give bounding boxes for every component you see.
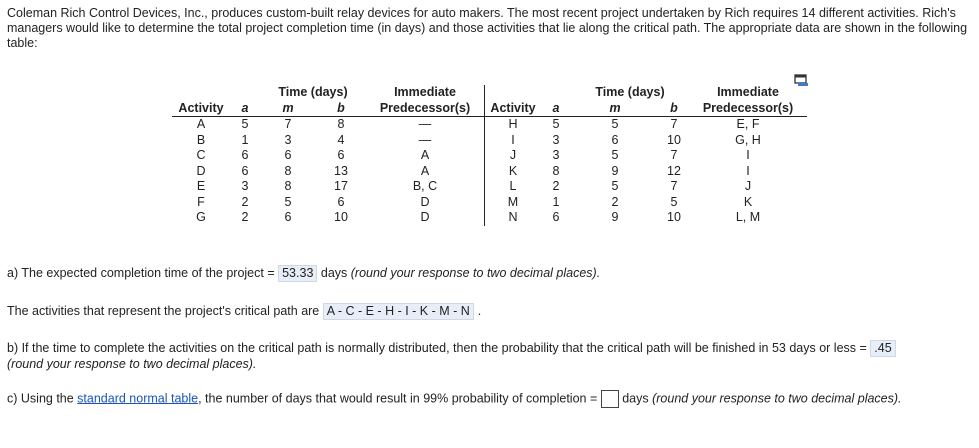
a-header-right: a [541, 101, 571, 117]
a-header-left: a [230, 101, 260, 117]
question-c-middle: , the number of days that would result in 99% probability of completion = [198, 391, 601, 406]
left-m-cell: 6 [284, 148, 292, 162]
left-m-cell: 6 [284, 210, 292, 224]
left-b-cell: 17 [334, 179, 348, 193]
standard-normal-table-link[interactable]: standard normal table [77, 391, 199, 406]
critical-path-text: The activities that represent the project's critical path are [7, 304, 323, 318]
immediate-header-right: Immediate [717, 85, 779, 99]
critical-path-period: . [477, 304, 482, 318]
problem-intro: Coleman Rich Control Devices, Inc., produces custom-built relay devices for auto makers. The most recent project undertaken by Rich requires 14 different activities. Rich's managers would like to determine the total project completion time (in days) and those activities that lie along the critical path. The appropriate data are shown in the following table: [7, 6, 968, 50]
left-a-cell: 2 [241, 194, 249, 209]
question-a [7, 265, 600, 282]
time-header-left: Time (days) [278, 85, 348, 99]
left-b-cell: 6 [337, 194, 345, 209]
question-b [7, 340, 896, 357]
question-a-days: days [317, 266, 351, 280]
left-act-cell: F [197, 194, 205, 209]
critical-path-line [7, 303, 481, 320]
right-b-cell: 10 [667, 132, 681, 147]
left-a-cell: 6 [241, 148, 249, 162]
right-b-cell: 7 [670, 117, 678, 131]
left-b-cell: 8 [337, 117, 345, 131]
left-a-cell: 3 [241, 179, 249, 193]
table-row [172, 195, 807, 211]
right-a-cell: 8 [552, 163, 560, 178]
table-row [172, 148, 807, 164]
question-b-text: b) If the time to complete the activities on the critical path is normally distributed, then the probability that the critical path will be finished in 53 days or less = [7, 341, 871, 355]
left-m-cell: 7 [284, 117, 292, 131]
completion-time-answer[interactable]: 53.33 [278, 265, 317, 282]
critical-path-answer[interactable]: A - C - E - H - I - K - M - N [323, 303, 474, 320]
left-pred-cell: B, C [366, 179, 485, 195]
activity-table [172, 85, 807, 226]
question-a-text: a) The expected completion time of the project = [7, 266, 279, 280]
left-pred-cell: D [366, 210, 485, 226]
right-a-cell: 3 [552, 132, 560, 147]
right-pred-cell: K [743, 194, 753, 209]
question-a-note: (round your response to two decimal places). [350, 266, 601, 280]
right-a-cell: 3 [552, 148, 560, 162]
days-99-input[interactable] [601, 390, 619, 408]
right-m-cell: 2 [611, 194, 619, 209]
question-c-note: (round your response to two decimal places). [652, 391, 902, 406]
right-m-cell: 6 [611, 132, 619, 147]
left-b-cell: 4 [337, 132, 345, 147]
right-b-cell: 7 [670, 148, 678, 162]
right-b-cell: 5 [670, 194, 678, 209]
m-header-left: m [260, 101, 316, 117]
left-m-cell: 3 [284, 132, 292, 147]
right-m-cell: 9 [611, 163, 619, 178]
right-act-cell: K [508, 163, 518, 178]
pred-header-left: Predecessor(s) [366, 101, 485, 117]
b-header-left: b [316, 101, 366, 117]
probability-answer[interactable]: .45 [870, 340, 895, 357]
left-act-cell: C [196, 148, 206, 162]
right-m-cell: 5 [611, 179, 619, 193]
pred-header-right: Predecessor(s) [689, 101, 807, 117]
right-pred-cell: L, M [735, 210, 761, 224]
right-pred-cell: I [746, 148, 750, 162]
right-act-cell: I [511, 132, 515, 147]
left-act-cell: E [196, 179, 206, 193]
right-act-cell: M [507, 194, 519, 209]
right-a-cell: 1 [552, 194, 560, 209]
immediate-header-left: Immediate [366, 85, 485, 101]
activity-header-left: Activity [172, 101, 230, 117]
activity-header-right: Activity [485, 101, 542, 117]
left-act-cell: G [196, 210, 206, 224]
right-a-cell: 6 [552, 210, 560, 224]
question-b-note: (round your response to two decimal places). [7, 357, 257, 371]
right-a-cell: 2 [552, 179, 560, 193]
left-pred-cell: A [366, 164, 485, 180]
right-b-cell: 10 [667, 210, 681, 224]
left-b-cell: 6 [337, 148, 345, 162]
table-row [172, 164, 807, 180]
right-act-cell: L [509, 179, 517, 193]
left-pred-cell: A [366, 148, 485, 164]
question-c [7, 390, 902, 408]
question-c-days: days [618, 391, 653, 406]
right-pred-cell: G, H [735, 132, 761, 147]
left-a-cell: 6 [241, 163, 249, 178]
left-pred-cell: D [366, 195, 485, 211]
b-header-right: b [659, 101, 689, 117]
right-pred-cell: J [744, 179, 752, 193]
right-m-cell: 9 [611, 210, 619, 224]
left-act-cell: D [196, 163, 206, 178]
table-row [172, 117, 807, 133]
left-pred-cell: — [366, 117, 485, 133]
right-m-cell: 5 [611, 148, 619, 162]
right-act-cell: J [509, 148, 517, 162]
right-b-cell: 7 [670, 179, 678, 193]
left-a-cell: 5 [241, 117, 249, 131]
table-row [172, 133, 807, 149]
right-a-cell: 5 [552, 117, 560, 131]
left-b-cell: 10 [334, 210, 348, 224]
right-act-cell: H [508, 117, 518, 131]
right-pred-cell: E, F [736, 117, 760, 131]
left-act-cell: A [196, 117, 206, 131]
left-act-cell: B [196, 132, 206, 147]
question-b-note-line [7, 357, 256, 371]
left-a-cell: 1 [241, 132, 249, 147]
left-m-cell: 8 [284, 163, 292, 178]
left-pred-cell: — [366, 133, 485, 149]
left-m-cell: 8 [284, 179, 292, 193]
right-act-cell: N [508, 210, 518, 224]
table-row [172, 210, 807, 226]
right-m-cell: 5 [611, 117, 619, 131]
right-b-cell: 12 [667, 163, 681, 178]
question-c-text: c) Using the [7, 391, 78, 406]
left-b-cell: 13 [334, 163, 348, 178]
m-header-right: m [571, 101, 659, 117]
right-pred-cell: I [746, 163, 750, 178]
left-m-cell: 5 [284, 194, 292, 209]
time-header-right: Time (days) [595, 85, 665, 99]
table-row [172, 179, 807, 195]
left-a-cell: 2 [241, 210, 249, 224]
